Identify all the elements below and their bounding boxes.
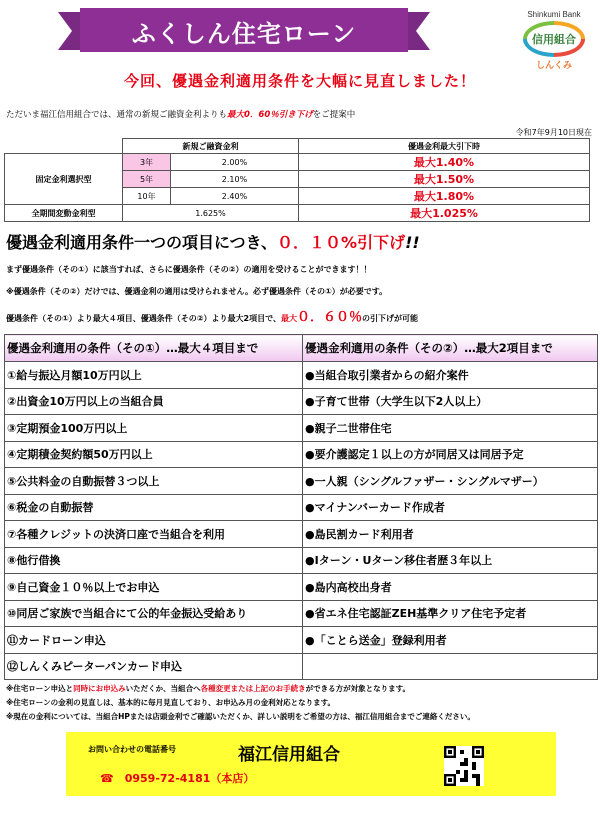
max-rate-cell: 最大1.025% — [299, 205, 590, 222]
conditions-header-1: 優遇金利適用の条件（その①）…最大４項目まで — [5, 335, 303, 362]
footnote-1c: いただくか、当組合へ — [125, 684, 201, 693]
rate-cell: 1.625% — [123, 205, 299, 222]
rates-header-row — [5, 139, 590, 154]
section-title — [6, 230, 420, 253]
table-row — [5, 388, 598, 415]
table-row — [5, 574, 598, 601]
section-title-b: ０．１０%引下げ — [277, 233, 406, 252]
footnote-1e: ができる方が対象となります。 — [305, 684, 411, 693]
footnote-3: ※現在の金利については、当組合HPまたは店頭金利でご確認いただくか、詳しい説明をご希望の方は、福江信用組合までご連絡ください。 — [6, 712, 475, 721]
intro-after: をご提案中 — [312, 110, 356, 120]
condition-1-item: ①給与振込月額10万円以上 — [5, 362, 303, 389]
note-3-red-small: 最大 — [280, 314, 297, 323]
rates-header-max: 優遇金利最大引下時 — [299, 139, 590, 154]
footnote-1a: ※住宅ローン申込と — [6, 684, 74, 693]
intro-before: ただいま福江信用組合では、通常の新規ご融資金利よりも — [6, 110, 228, 120]
contact-org: 福江信用組合 — [238, 745, 340, 765]
condition-1-item: ②出資金10万円以上の当組合員 — [5, 388, 303, 415]
condition-2-item — [303, 653, 598, 680]
logo-english: Shinkumi Bank — [527, 10, 581, 19]
condition-2-item: ●親子二世帯住宅 — [303, 415, 598, 442]
rates-header-new: 新規ご融資金利 — [123, 139, 299, 154]
condition-1-item: ⑤公共料金の自動振替３つ以上 — [5, 468, 303, 495]
footnote-1 — [6, 683, 410, 694]
condition-2-item: ●マイナンバーカード作成者 — [303, 494, 598, 521]
section-title-c: !! — [405, 233, 420, 252]
footnote-2: ※住宅ローンの金利の見直しは、基本的に毎月見直しており、お申込み月の金利対応となります。 — [6, 698, 336, 707]
conditions-header-2: 優遇金利適用の条件（その②）…最大2項目まで — [303, 335, 598, 362]
condition-1-item: ③定期預金100万円以上 — [5, 415, 303, 442]
contact-phone-number: 0959-72-4181（本店） — [124, 772, 255, 785]
condition-1-item: ⑥税金の自動振替 — [5, 494, 303, 521]
rates-table — [4, 138, 590, 222]
logo-ring-icon — [523, 21, 585, 57]
condition-1-item: ⑪カードローン申込 — [5, 627, 303, 654]
condition-1-item: ⑧他行借換 — [5, 547, 303, 574]
headline: 今回、優遇金利適用条件を大幅に見直しました！ — [123, 72, 476, 90]
logo-kana: しんくみ — [535, 61, 572, 71]
qr-code-icon[interactable] — [444, 746, 484, 786]
table-row — [5, 154, 590, 171]
term-cell: 10年 — [123, 188, 171, 205]
note-3 — [6, 306, 418, 325]
condition-2-item: ●「ことら送金」登録利用者 — [303, 627, 598, 654]
condition-2-item: ●要介護認定１以上の方が同居又は同居予定 — [303, 441, 598, 468]
note-2: ※優遇条件（その②）だけでは、優遇金利の適用は受けられません。必ず優遇条件（その①）が必要です。 — [6, 287, 388, 296]
table-row — [5, 494, 598, 521]
note-3-after: の引下げが可能 — [361, 314, 418, 323]
condition-1-item: ⑩同居ご家族で当組合にて公的年金振込受給あり — [5, 600, 303, 627]
section-title-a: 優遇金利適用条件一つの項目につき、 — [6, 233, 278, 252]
note-3-red-big: ０．６０％ — [296, 310, 362, 325]
condition-2-item: ●省エネ住宅認証ZEH基準クリア住宅予定者 — [303, 600, 598, 627]
rate-cell: 2.40% — [171, 188, 299, 205]
term-cell: 3年 — [123, 154, 171, 171]
fixed-rate-label: 固定金利選択型 — [5, 154, 123, 205]
condition-2-item: ●一人親（シングルファザー・シングルマザー） — [303, 468, 598, 495]
conditions-header-row — [5, 335, 598, 362]
max-rate-cell: 最大1.40% — [299, 154, 590, 171]
footnote-1d: 各種変更または上記のお手続き — [200, 684, 306, 693]
logo-name: 信用組合 — [527, 25, 581, 53]
page-title: ふくしん住宅ローン — [131, 19, 357, 48]
table-row — [5, 600, 598, 627]
table-row — [5, 547, 598, 574]
footnote-1b: 同時にお申込み — [73, 684, 126, 693]
table-row — [5, 362, 598, 389]
conditions-table — [4, 334, 598, 680]
max-rate-cell: 最大1.80% — [299, 188, 590, 205]
phone-icon: ☎ — [100, 772, 125, 785]
as-of-date: 令和7年9月10日現在 — [515, 128, 592, 137]
rate-cell: 2.00% — [171, 154, 299, 171]
condition-1-item: ⑦各種クレジットの決済口座で当組合を利用 — [5, 521, 303, 548]
condition-1-item: ⑫しんくみピーターパンカード申込 — [5, 653, 303, 680]
note-1: まず優遇条件（その①）に該当すれば、さらに優遇条件（その②）の適用を受けることができます！！ — [6, 265, 372, 274]
table-row — [5, 205, 590, 222]
rate-cell: 2.10% — [171, 171, 299, 188]
shinkumi-logo — [512, 10, 596, 74]
intro-text — [6, 108, 355, 120]
variable-rate-label: 全期間変動金利型 — [5, 205, 123, 222]
table-row — [5, 653, 598, 680]
table-row — [5, 468, 598, 495]
condition-2-item: ●島内高校出身者 — [303, 574, 598, 601]
condition-2-item: ●島民割カード利用者 — [303, 521, 598, 548]
term-cell: 5年 — [123, 171, 171, 188]
table-row — [5, 627, 598, 654]
note-3-before: 優遇条件（その①）より最大４項目、優遇条件（その②）より最大2項目で、 — [6, 314, 281, 323]
contact-label: お問い合わせの電話番号 — [88, 745, 176, 754]
intro-emphasis: 最大0．60％引き下げ — [227, 110, 313, 120]
condition-1-item: ④定期積金契約額50万円以上 — [5, 441, 303, 468]
condition-1-item: ⑨自己資金１０％以上でお申込 — [5, 574, 303, 601]
max-rate-cell: 最大1.50% — [299, 171, 590, 188]
table-row — [5, 521, 598, 548]
condition-2-item: ●当組合取引業者からの紹介案件 — [303, 362, 598, 389]
contact-phone[interactable] — [100, 770, 254, 786]
condition-2-item: ●Iターン・Uターン移住者歴３年以上 — [303, 547, 598, 574]
contact-box — [66, 732, 556, 796]
condition-2-item: ●子育て世帯（大学生以下2人以上） — [303, 388, 598, 415]
table-row — [5, 441, 598, 468]
table-row — [5, 415, 598, 442]
